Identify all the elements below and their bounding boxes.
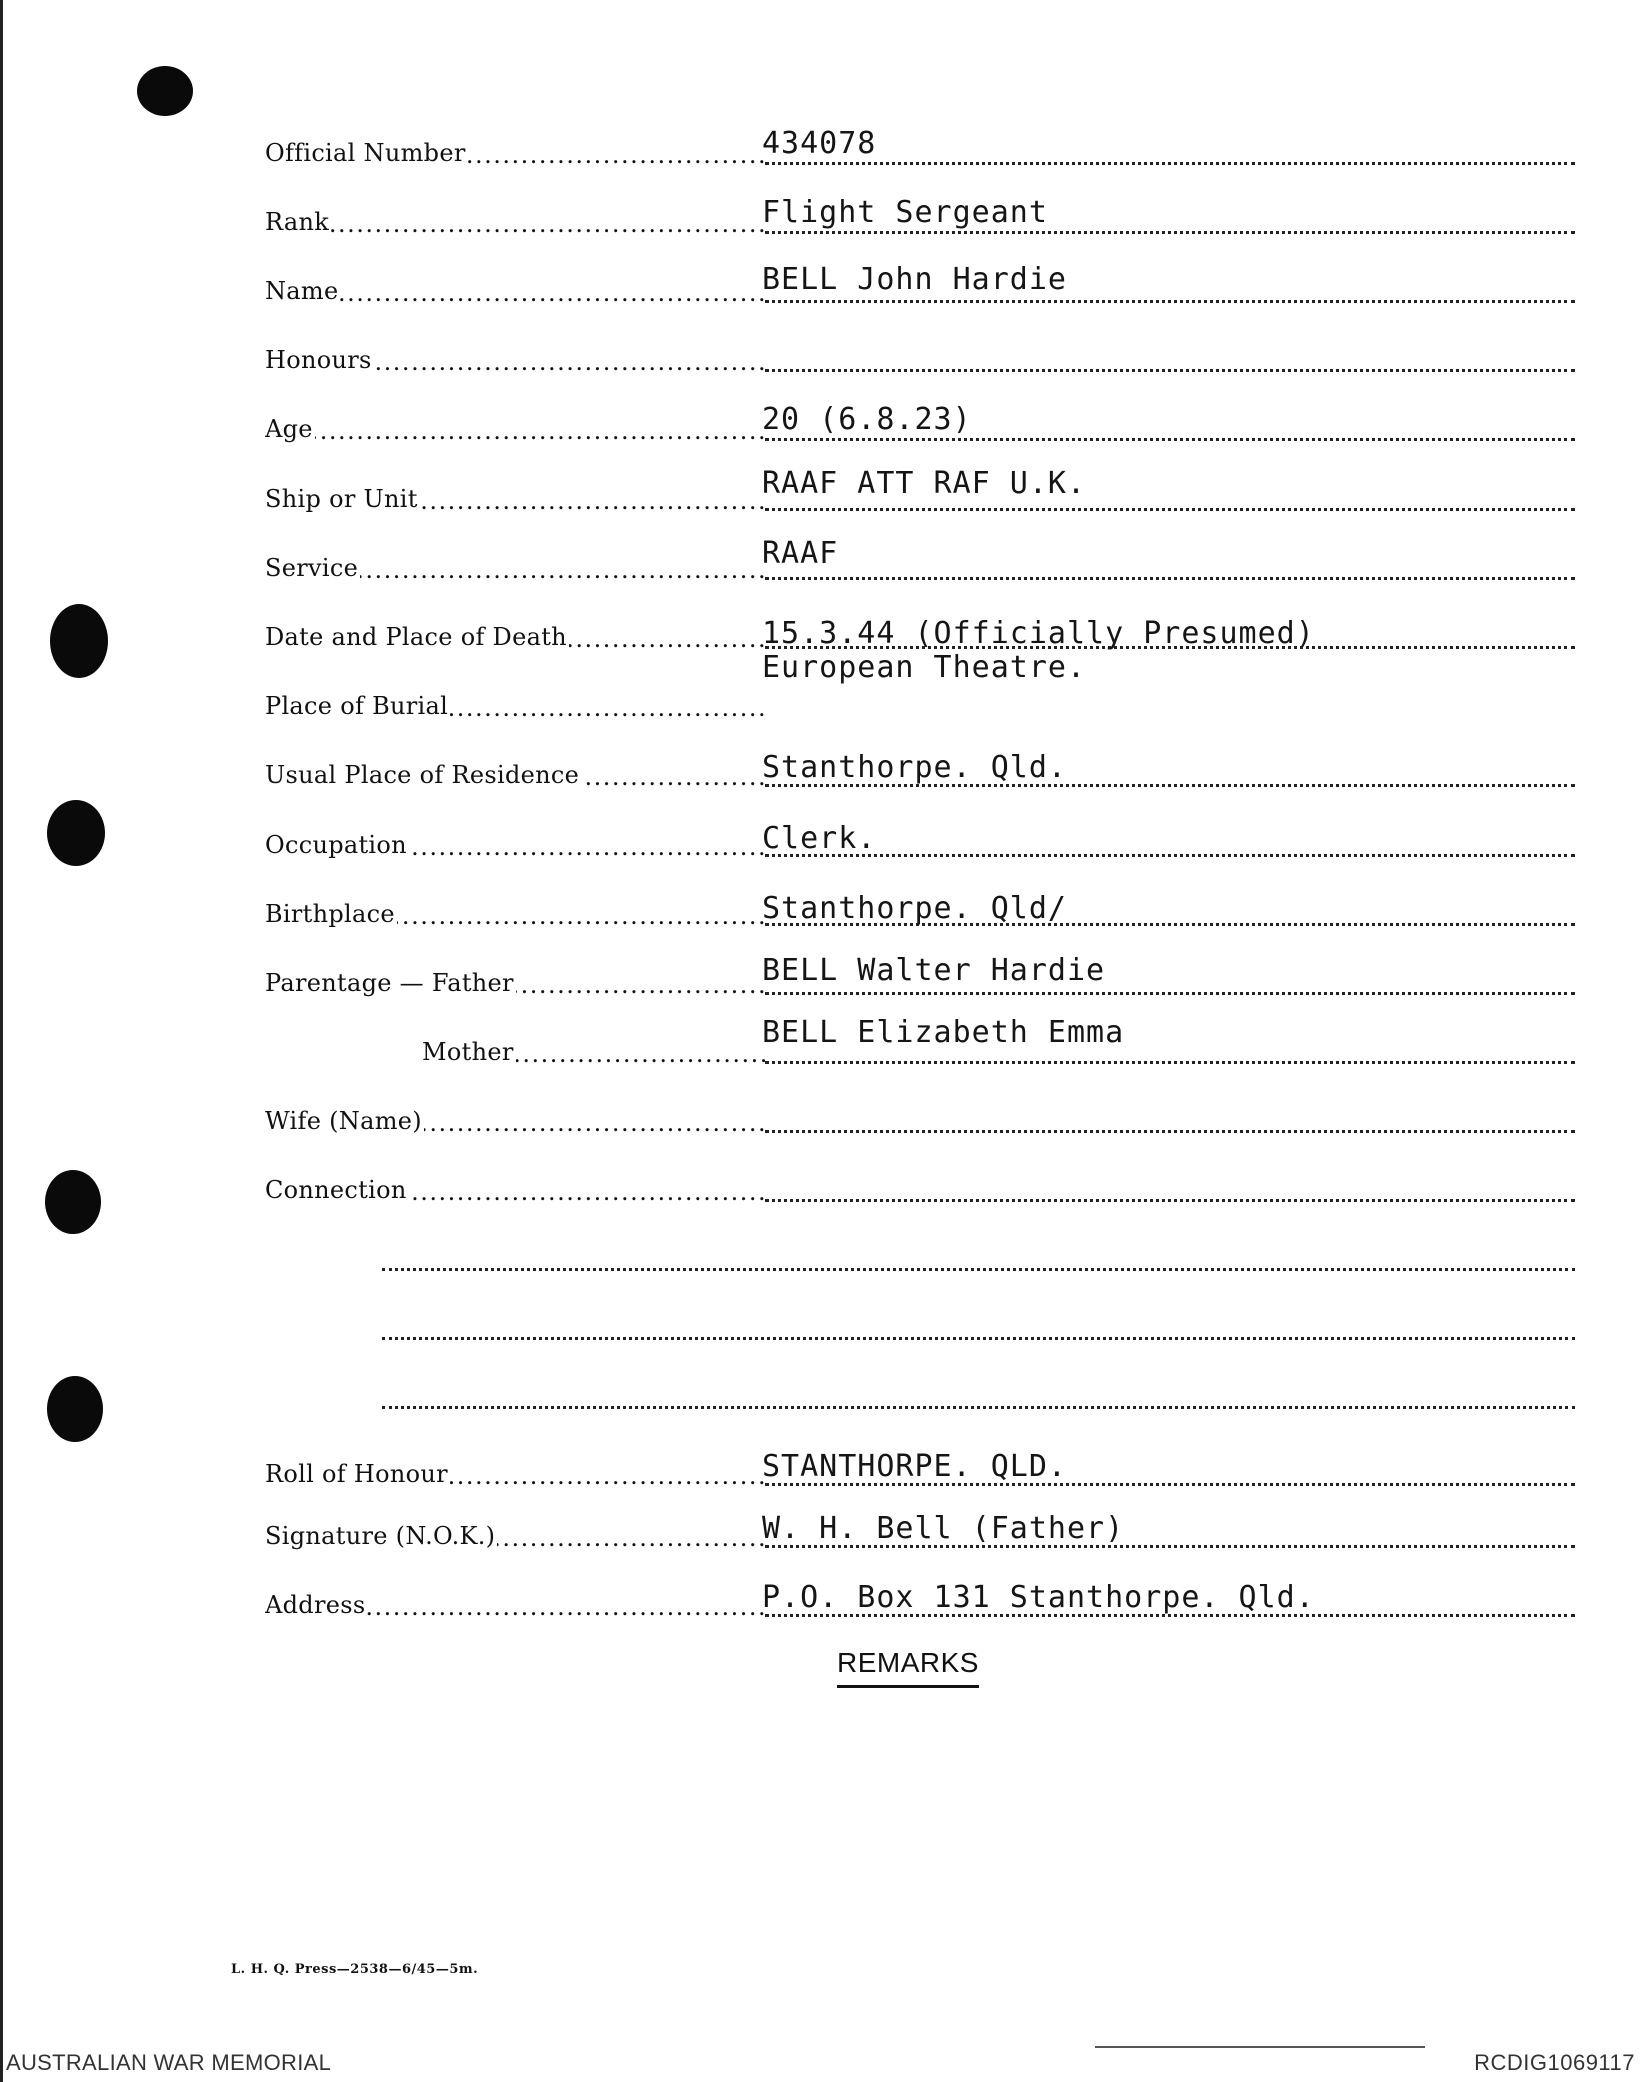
field-value: 434078	[762, 126, 877, 161]
field-value: BELL John Hardie	[762, 262, 1067, 297]
fill-line	[765, 992, 1575, 995]
fill-line	[765, 369, 1575, 372]
punch-hole	[47, 800, 105, 866]
fill-line	[765, 438, 1575, 441]
fill-line	[765, 162, 1575, 165]
field-label: Address .....	[265, 1590, 765, 1620]
field-value: P.O. Box 131 Stanthorpe. Qld.	[762, 1580, 1315, 1615]
fill-line	[765, 231, 1575, 234]
footer-rule	[1095, 2046, 1425, 2048]
field-value: Flight Sergeant	[762, 195, 1048, 230]
connection-blank-line	[382, 1406, 1575, 1409]
field-value: RAAF	[762, 536, 839, 571]
field-value: Clerk.	[762, 821, 877, 856]
field-value: STANTHORPE. QLD.	[762, 1449, 1067, 1484]
punch-hole	[50, 604, 108, 678]
field-value: 20 (6.8.23)	[762, 402, 972, 437]
footer-archive-name: AUSTRALIAN WAR MEMORIAL	[6, 2050, 332, 2075]
field-label: Connection .....	[265, 1175, 765, 1205]
field-value: BELL Walter Hardie	[762, 953, 1106, 988]
fill-line	[765, 854, 1575, 857]
fill-line	[765, 1061, 1575, 1064]
field-value: Stanthorpe. Qld.	[762, 750, 1067, 785]
connection-blank-line	[382, 1337, 1575, 1340]
printer-note: L. H. Q. Press—2538—6/45—5m.	[231, 1962, 479, 1977]
field-label: Parentage — Father .....	[265, 968, 765, 998]
punch-hole	[137, 66, 193, 116]
field-label: Age .....	[265, 414, 765, 444]
page-edge	[0, 0, 3, 2082]
fill-line	[765, 1130, 1575, 1133]
punch-hole	[45, 1170, 101, 1234]
fill-line	[765, 300, 1575, 303]
field-value: BELL Elizabeth Emma	[762, 1015, 1125, 1050]
field-label: Occupation .....	[265, 830, 765, 860]
fill-line	[765, 508, 1575, 511]
field-label: Place of Burial .....	[265, 691, 765, 721]
connection-blank-line	[382, 1268, 1575, 1271]
fill-line	[765, 577, 1575, 580]
remarks-heading: REMARKS	[837, 1647, 979, 1688]
field-label: Date and Place of Death .....	[265, 622, 765, 652]
fill-line	[765, 1199, 1575, 1202]
field-label: Wife (Name) .....	[265, 1106, 765, 1136]
field-label: Service .....	[265, 553, 765, 583]
field-label: Usual Place of Residence .....	[265, 760, 765, 790]
field-label: Ship or Unit .....	[265, 484, 765, 514]
field-label: Mother .....	[422, 1037, 765, 1067]
field-label: Rank .....	[265, 207, 765, 237]
punch-hole	[47, 1376, 103, 1442]
field-value: Stanthorpe. Qld/	[762, 891, 1067, 926]
footer-record-id: RCDIG1069117	[1474, 2050, 1635, 2075]
field-label: Signature (N.O.K.) .....	[265, 1521, 765, 1551]
field-label: Birthplace .....	[265, 899, 765, 929]
field-value: European Theatre.	[762, 650, 1087, 685]
field-label: Roll of Honour .....	[265, 1459, 765, 1489]
field-label: Honours .....	[265, 345, 765, 375]
field-label: Name .....	[265, 276, 765, 306]
field-value: 15.3.44 (Officially Presumed)	[762, 616, 1315, 651]
field-value: RAAF ATT RAF U.K.	[762, 466, 1087, 501]
field-value: W. H. Bell (Father)	[762, 1511, 1125, 1546]
field-label: Official Number .....	[265, 138, 765, 168]
